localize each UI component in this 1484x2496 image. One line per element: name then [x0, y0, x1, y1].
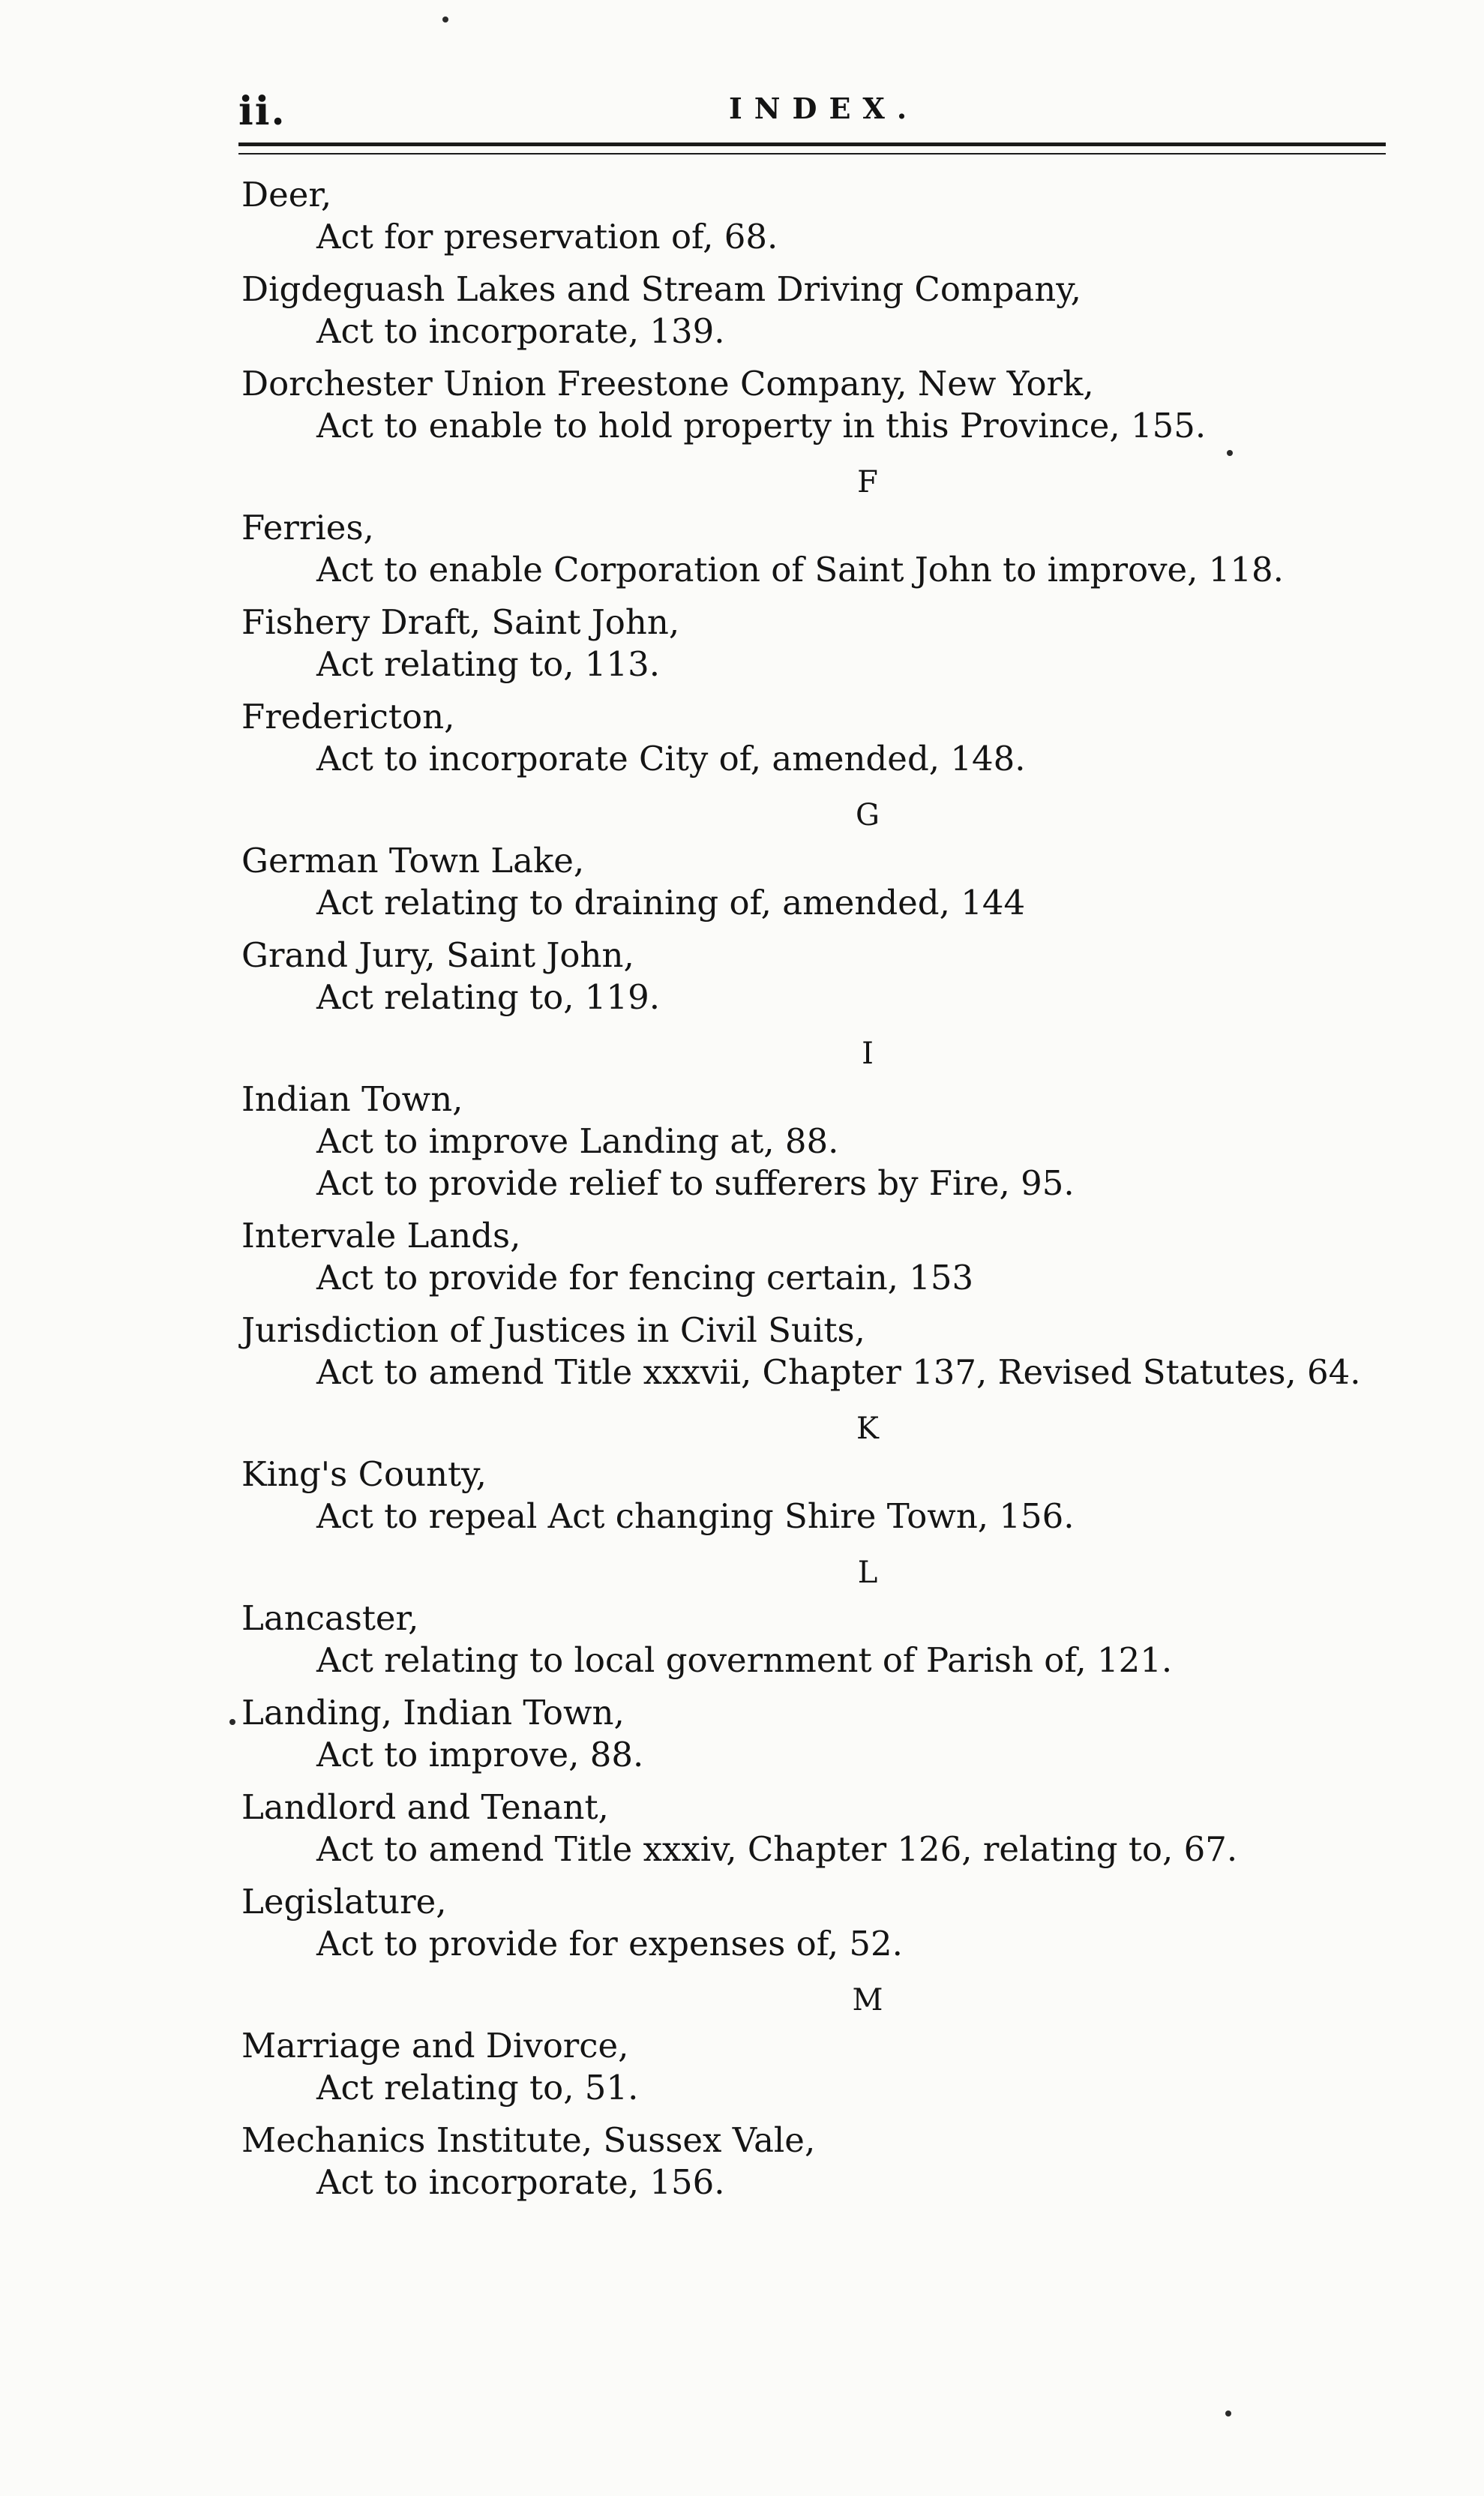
entry-subentry: Act to enable to hold property in this Province, 155. [316, 406, 1207, 446]
running-title: INDEX. [729, 92, 919, 125]
index-entry [241, 1881, 1396, 1965]
page-number: ii. [238, 88, 286, 134]
index-entry [241, 1310, 1396, 1394]
index-section [241, 174, 1396, 447]
entry-subentry: Act to improve Landing at, 88. [316, 1121, 839, 1161]
index-entry [241, 1598, 1396, 1682]
header-rule-thin [238, 153, 1386, 154]
index-section [241, 1029, 1396, 1394]
index-section [241, 790, 1396, 1018]
entry-subentry: Act for preservation of, 68. [316, 217, 778, 256]
entry-term: Indian Town, [241, 1079, 463, 1119]
index-entry [241, 602, 1396, 686]
index-entry [241, 2025, 1396, 2109]
entry-subentry: Act relating to local government of Parish of, 121. [316, 1640, 1173, 1680]
index-entry [241, 934, 1396, 1018]
entry-subentry: Act to provide relief to sufferers by Fire, 95. [316, 1163, 1075, 1203]
entry-term: German Town Lake, [241, 841, 585, 880]
index-entry [241, 363, 1396, 447]
entry-term: Deer, [241, 175, 332, 214]
entry-term: Landlord and Tenant, [241, 1787, 609, 1827]
entry-subentry: Act relating to, 113. [316, 644, 660, 684]
entry-term: Intervale Lands, [241, 1216, 521, 1256]
index-section [241, 458, 1396, 780]
index-entry [241, 1454, 1396, 1538]
entry-subentry: Act to amend Title xxxiv, Chapter 126, relating to, 67. [316, 1829, 1238, 1869]
index-entry [241, 1692, 1396, 1776]
index-section [241, 1404, 1396, 1538]
section-letter: K [856, 1412, 879, 1446]
entry-subentry: Act relating to, 119. [316, 977, 660, 1017]
index-entry [241, 1786, 1396, 1870]
index-list [241, 174, 1396, 2214]
section-letter: F [857, 465, 878, 500]
entry-subentry: Act to repeal Act changing Shire Town, 156. [316, 1496, 1075, 1536]
index-section [241, 1548, 1396, 1965]
entry-term: Fredericton, [241, 697, 455, 736]
entry-subentry: Act to incorporate, 139. [316, 311, 725, 351]
entry-term: Legislature, [241, 1882, 447, 1922]
section-letter: L [857, 1556, 878, 1590]
entry-term: Jurisdiction of Justices in Civil Suits, [241, 1310, 865, 1350]
entry-subentry: Act to improve, 88. [316, 1735, 644, 1774]
entry-term: King's County, [241, 1454, 487, 1494]
entry-term: Landing, Indian Town, [241, 1693, 625, 1732]
section-letter: G [856, 798, 880, 832]
scan-speck [1225, 2410, 1231, 2416]
index-entry [241, 507, 1396, 591]
header-rule-thick [238, 142, 1386, 146]
entry-term: Mechanics Institute, Sussex Vale, [241, 2120, 816, 2160]
index-entry [241, 696, 1396, 780]
page-header [238, 88, 1386, 148]
entry-term: Dorchester Union Freestone Company, New York, [241, 364, 1094, 404]
index-entry [241, 840, 1396, 924]
section-letter: M [852, 1983, 883, 2018]
index-entry [241, 174, 1396, 258]
entry-subentry: Act to provide for fencing certain, 153 [316, 1258, 974, 1298]
entry-subentry: Act to incorporate, 156. [316, 2162, 725, 2202]
entry-term: Marriage and Divorce, [241, 2026, 629, 2066]
index-entry [241, 1215, 1396, 1299]
entry-subentry: Act relating to, 51. [316, 2068, 639, 2108]
entry-term: Digdeguash Lakes and Stream Driving Company, [241, 269, 1081, 309]
entry-term: Lancaster, [241, 1598, 419, 1638]
entry-term: Ferries, [241, 508, 374, 548]
section-letter: I [862, 1036, 874, 1071]
index-section [241, 1976, 1396, 2204]
scan-speck [442, 16, 448, 22]
entry-term: Grand Jury, Saint John, [241, 935, 634, 975]
index-entry [241, 1078, 1396, 1204]
index-entry [241, 268, 1396, 352]
entry-term: Fishery Draft, Saint John, [241, 602, 680, 642]
entry-subentry: Act to incorporate City of, amended, 148. [316, 739, 1026, 778]
index-entry [241, 2120, 1396, 2204]
scan-speck [229, 1719, 235, 1725]
scan-speck [1227, 450, 1233, 456]
entry-subentry: Act to provide for expenses of, 52. [316, 1924, 903, 1964]
entry-subentry: Act to enable Corporation of Saint John to improve, 118. [316, 550, 1284, 590]
entry-subentry: Act relating to draining of, amended, 144 [316, 883, 1026, 922]
entry-subentry: Act to amend Title xxxvii, Chapter 137, Revised Statutes, 64. [316, 1352, 1361, 1392]
